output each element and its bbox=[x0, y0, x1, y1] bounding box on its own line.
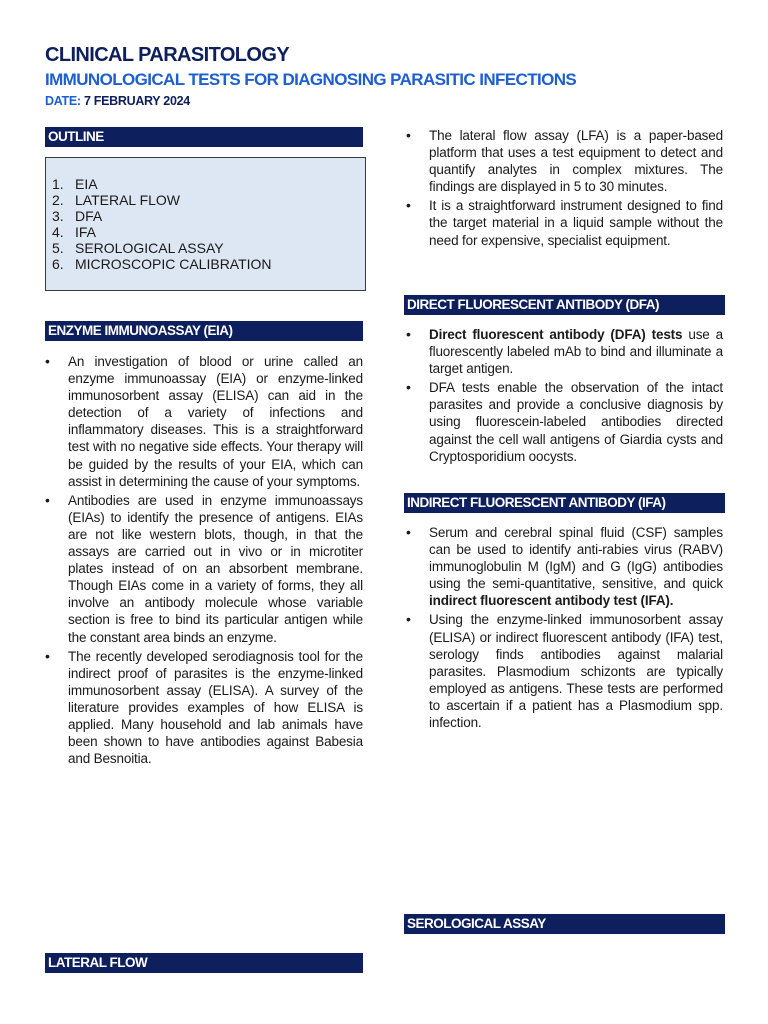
dfa-bullet: • DFA tests enable the observation of the intact parasites and provide a conclusive diagnosis by using fluorescein-labeled antibodies directed against the cell wall antigens of Giardia cysts and Cryptosporidium oocysts. bbox=[406, 379, 723, 464]
outline-item: 4. IFA bbox=[52, 224, 97, 241]
eia-list bbox=[45, 353, 363, 769]
outline-item: 1. EIA bbox=[52, 176, 98, 192]
outline-item: 5. SEROLOGICAL ASSAY bbox=[52, 240, 224, 257]
outline-heading: OUTLINE bbox=[45, 127, 363, 147]
ifa-bullet: • Serum and cerebral spinal fluid (CSF) samples can be used to identify anti-rabies virus (RABV) immunoglobulin M (IgM) and G (IgG) antibodies using the semi-quantitative, sensitive, and quick indirect fluorescent antibody test (IFA). bbox=[406, 524, 723, 609]
dfa-heading: DIRECT FLUORESCENT ANTIBODY (DFA) bbox=[404, 295, 725, 315]
serological-heading: SEROLOGICAL ASSAY bbox=[404, 914, 725, 934]
lfa-bullet: • The lateral flow assay (LFA) is a paper-based platform that uses a test equipment to detect and quantify analytes in complex mixtures. The findings are displayed in 5 to 30 minutes. bbox=[406, 127, 723, 195]
lateral-flow-heading: LATERAL FLOW bbox=[45, 953, 363, 973]
ifa-heading: INDIRECT FLUORESCENT ANTIBODY (IFA) bbox=[404, 493, 725, 513]
outline-item: 2. LATERAL FLOW bbox=[52, 192, 181, 209]
eia-bullet: • Antibodies are used in enzyme immunoassays (EIAs) to identify the presence of antigens. EIAs are not like western blots, though, in that the assays are carried out in vivo or in microtiter plates instead of on an absorbent membrane. Though EIAs come in a variety of forms, they all involve an antibody molecule whose variable section is free to bind its particular antigen while the constant area binds an enzyme. bbox=[45, 492, 363, 646]
outline-list bbox=[52, 176, 365, 273]
outline-box bbox=[45, 157, 366, 291]
outline-item: 6. MICROSCOPIC CALIBRATION bbox=[52, 256, 272, 273]
ifa-list bbox=[406, 524, 723, 733]
eia-heading: ENZYME IMMUNOASSAY (EIA) bbox=[45, 321, 363, 341]
eia-bullet: • An investigation of blood or urine called an enzyme immunoassay (EIA) or enzyme-linked immunosorbent assay (ELISA) can aid in the detection of a variety of infections and inflammatory diseases. This is a straightforward test with no negative side effects. Your therapy will be guided by the results of your EIA, which can assist in determining the cause of your symptoms. bbox=[45, 353, 363, 490]
dfa-bullet: • Direct fluorescent antibody (DFA) tests use a fluorescently labeled mAb to bind and illuminate a target antigen. bbox=[406, 326, 723, 377]
eia-bullet: • The recently developed serodiagnosis tool for the indirect proof of parasites is the enzyme-linked immunosorbent assay (ELISA). A survey of the literature provides examples of how ELISA is applied. Many household and lab animals have been shown to have antibodies against Babesia and Besnoitia. bbox=[45, 648, 363, 768]
date-value: 7 FEBRUARY 2024 bbox=[80, 94, 190, 108]
ifa-bullet: • Using the enzyme-linked immunosorbent assay (ELISA) or indirect fluorescent antibody (IFA) test, serology finds antibodies against malarial parasites. Plasmodium schizonts are typically employed as antigens. These tests are performed to ascertain if a patient has a Plasmodium spp. infection. bbox=[406, 611, 723, 731]
document-title: CLINICAL PARASITOLOGY bbox=[45, 44, 290, 66]
dfa-list bbox=[406, 326, 723, 467]
document-date bbox=[45, 94, 190, 108]
lfa-bullet: • It is a straightforward instrument designed to find the target material in a liquid sample without the need for expensive, specialist equipment. bbox=[406, 197, 723, 248]
outline-item: 3. DFA bbox=[52, 208, 103, 225]
date-label: DATE: bbox=[45, 94, 81, 108]
document-subtitle: IMMUNOLOGICAL TESTS FOR DIAGNOSING PARASITIC INFECTIONS bbox=[45, 70, 577, 89]
lateral-flow-list bbox=[406, 127, 723, 251]
